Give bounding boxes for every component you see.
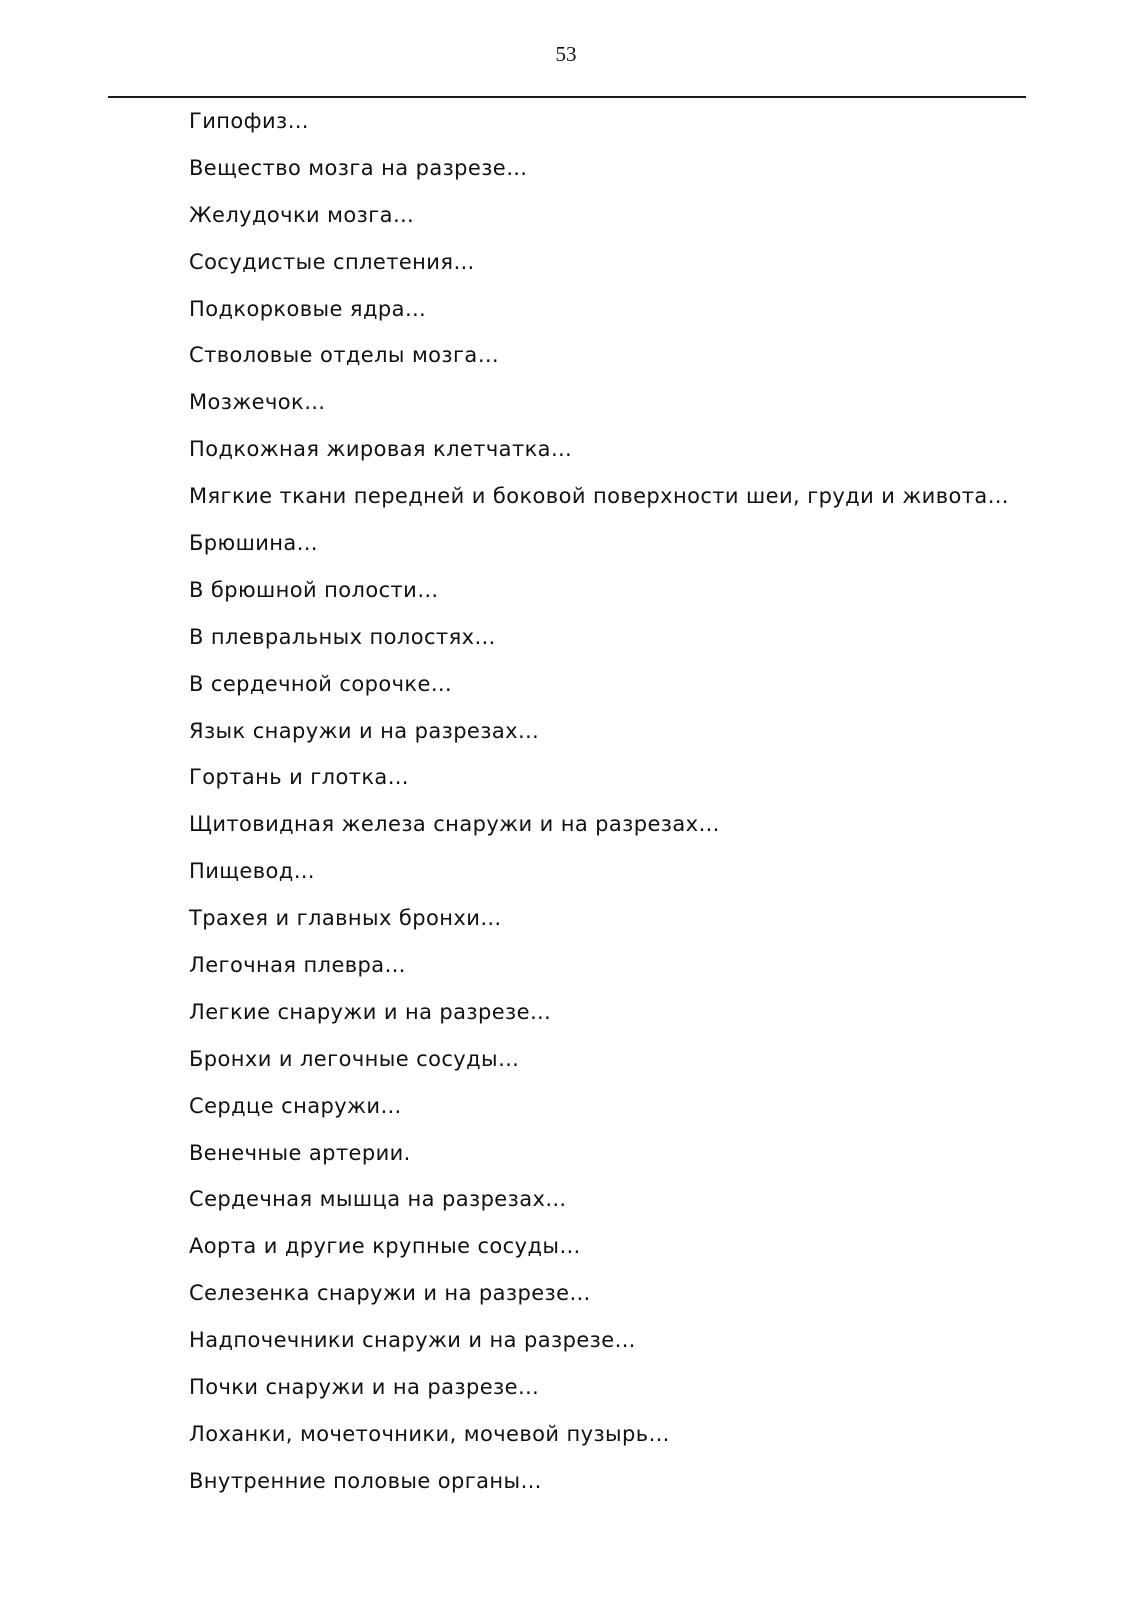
list-item: Подкожная жировая клетчатка…: [189, 437, 573, 462]
list-item: Трахея и главных бронхи…: [189, 906, 502, 931]
list-item: Легкие снаружи и на разрезе…: [189, 999, 552, 1024]
list-item: Сердечная мышца на разрезах…: [189, 1187, 567, 1212]
list-item: Почки снаружи и на разрезе…: [189, 1375, 540, 1400]
list-item: Внутренние половые органы…: [189, 1468, 542, 1493]
list-item: Гортань и глотка…: [189, 765, 410, 790]
organ-list: [189, 101, 1069, 1508]
list-item: Щитовидная железа снаружи и на разрезах…: [189, 812, 720, 837]
list-item: В плевральных полостях…: [189, 624, 496, 649]
list-item: Гипофиз…: [189, 109, 310, 133]
list-item: Желудочки мозга…: [189, 202, 415, 227]
list-item: Вещество мозга на разрезе…: [189, 155, 528, 180]
list-item: Мозжечок…: [189, 390, 326, 415]
list-item: Аорта и другие крупные сосуды…: [189, 1234, 581, 1259]
list-item: Подкорковые ядра…: [189, 296, 427, 321]
list-item: Сосудистые сплетения…: [189, 249, 475, 274]
list-item: Легочная плевра…: [189, 953, 406, 978]
list-item: В сердечной сорочке…: [189, 671, 453, 696]
list-item: Стволовые отделы мозга…: [189, 343, 500, 368]
list-item: В брюшной полости…: [189, 577, 439, 602]
list-item: Сердце снаружи…: [189, 1093, 402, 1118]
list-item: Брюшина…: [189, 531, 319, 556]
list-item: Мягкие ткани передней и боковой поверхности шеи, груди и живота…: [189, 484, 1010, 509]
list-item: Бронхи и легочные сосуды…: [189, 1046, 520, 1071]
list-item: Язык снаружи и на разрезах…: [189, 718, 540, 743]
header-rule: [108, 96, 1026, 98]
list-item: Селезенка снаружи и на разрезе…: [189, 1281, 591, 1306]
list-item: Надпочечники снаружи и на разрезе…: [189, 1328, 636, 1353]
list-item: Пищевод…: [189, 859, 316, 884]
page-number: 53: [555, 42, 577, 66]
list-item: Венечные артерии.: [189, 1140, 411, 1165]
list-item: Лоханки, мочеточники, мочевой пузырь…: [189, 1421, 670, 1446]
